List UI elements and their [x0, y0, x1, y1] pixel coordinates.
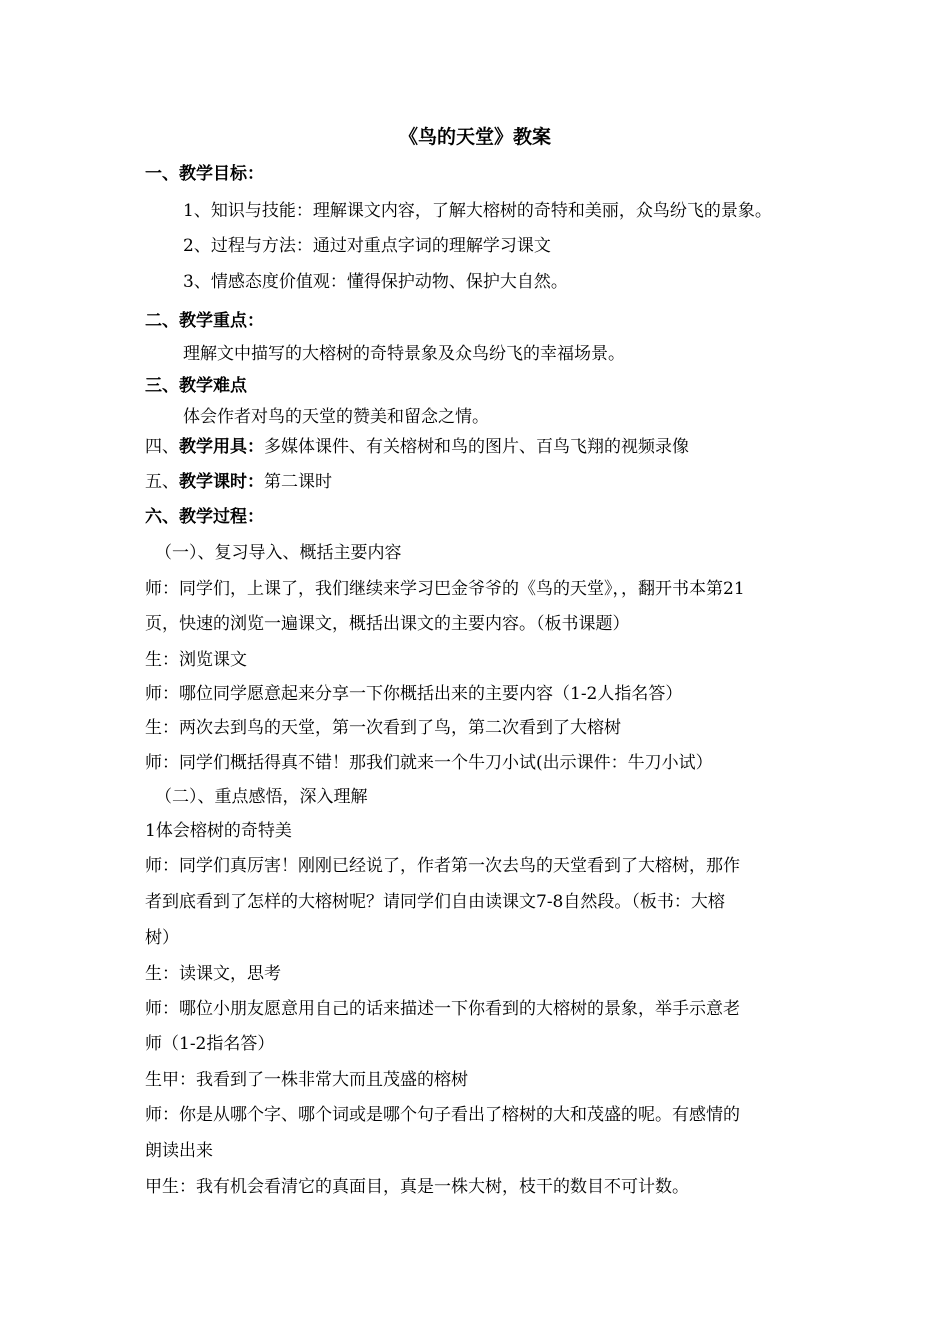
teaching-tools-label: 教学用具：	[179, 437, 264, 457]
difficulties-text: 体会作者对鸟的天堂的赞美和留念之情。	[183, 407, 489, 427]
heading-difficulties: 三、教学难点	[145, 376, 247, 396]
goal-item-3: 3、情感态度价值观：懂得保护动物、保护大自然。	[183, 272, 568, 292]
heading-teaching-process: 六、教学过程：	[145, 507, 264, 527]
teaching-tools-line	[145, 435, 820, 459]
process-line-10: 师：同学们真厉害！刚刚已经说了，作者第一次去鸟的天堂看到了大榕树，那作	[145, 856, 740, 876]
process-line-16: 生甲：我看到了一株非常大而且茂盛的榕树	[145, 1070, 468, 1090]
process-line-1: （一）、复习导入、概括主要内容	[155, 543, 402, 563]
process-line-4: 生：浏览课文	[145, 650, 247, 670]
class-hours-line	[145, 470, 820, 494]
document-title: 《鸟的天堂》教案	[398, 126, 551, 148]
key-points-text: 理解文中描写的大榕树的奇特景象及众鸟纷飞的幸福场景。	[183, 344, 625, 364]
heading-key-points: 二、教学重点：	[145, 311, 264, 331]
process-line-7: 师：同学们概括得真不错！那我们就来一个牛刀小试(出示课件：牛刀小试）	[145, 753, 713, 773]
process-line-14: 师：哪位小朋友愿意用自己的话来描述一下你看到的大榕树的景象，举手示意老	[145, 999, 740, 1019]
class-hours-prefix: 五、	[145, 472, 179, 492]
process-line-6: 生：两次去到鸟的天堂，第一次看到了鸟，第二次看到了大榕树	[145, 718, 621, 738]
heading-teaching-goals: 一、教学目标：	[145, 164, 264, 184]
process-line-2: 师：同学们，上课了，我们继续来学习巴金爷爷的《鸟的天堂》，，翻开书本第21	[145, 579, 745, 599]
process-line-15: 师（1-2指名答）	[145, 1034, 275, 1054]
teaching-tools-prefix: 四、	[145, 437, 179, 457]
process-line-19: 甲生：我有机会看清它的真面目，真是一株大树，枝干的数目不可计数。	[145, 1177, 689, 1197]
goal-item-2: 2、过程与方法：通过对重点字词的理解学习课文	[183, 236, 551, 256]
process-line-17: 师：你是从哪个字、哪个词或是哪个句子看出了榕树的大和茂盛的呢。有感情的	[145, 1105, 740, 1125]
process-line-5: 师：哪位同学愿意起来分享一下你概括出来的主要内容（1-2人指名答）	[145, 684, 683, 704]
process-line-11: 者到底看到了怎样的大榕树呢？请同学们自由读课文7-8自然段。（板书：大榕	[145, 892, 725, 912]
process-line-12: 树）	[145, 928, 179, 948]
process-line-3: 页，快速的浏览一遍课文，概括出课文的主要内容。（板书课题）	[145, 614, 630, 634]
process-line-8: （二）、重点感悟，深入理解	[155, 787, 368, 807]
process-line-13: 生：读课文，思考	[145, 964, 281, 984]
teaching-tools-text: 多媒体课件、有关榕树和鸟的图片、百鸟飞翔的视频录像	[264, 437, 689, 457]
class-hours-label: 教学课时：	[179, 472, 264, 492]
goal-item-1: 1、知识与技能：理解课文内容，了解大榕树的奇特和美丽，众鸟纷飞的景象。	[183, 201, 772, 221]
process-line-18: 朗读出来	[145, 1141, 213, 1161]
process-line-9: 1体会榕树的奇特美	[145, 821, 292, 841]
class-hours-text: 第二课时	[264, 472, 332, 492]
